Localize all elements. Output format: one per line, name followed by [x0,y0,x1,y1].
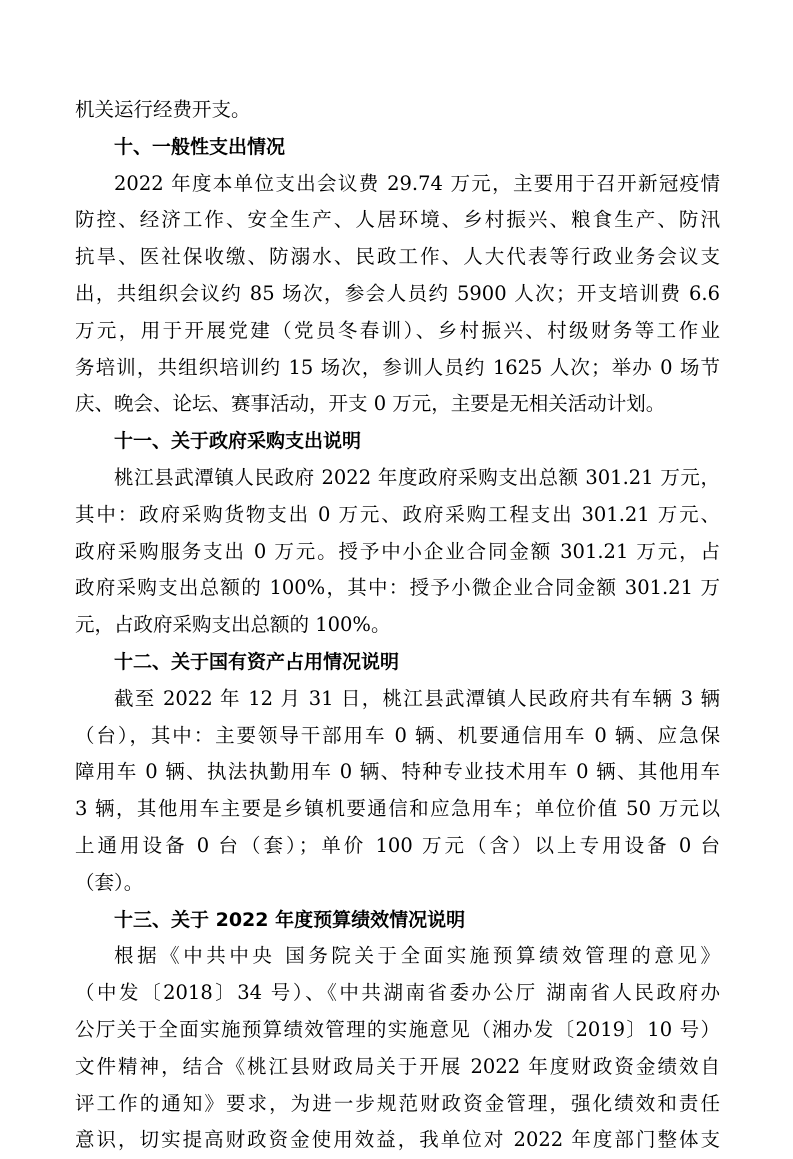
paragraph-line: 桃江县武潭镇人民政府 2022 年度政府采购支出总额 301.21 万元， [114,465,720,489]
paragraph-line: 出，共组织会议约 85 场次，参会人员约 5900 人次；开支培训费 6.6 [75,281,720,305]
section-heading: 十二、关于国有资产占用情况说明 [114,650,400,673]
section-heading: 十、一般性支出情况 [114,135,286,158]
paragraph-line: 障用车 0 辆、执法执勤用车 0 辆、特种专业技术用车 0 辆、其他用车 [75,760,720,784]
paragraph-line: 截至 2022 年 12 月 31 日，桃江县武潭镇人民政府共有车辆 3 辆 [114,686,720,710]
paragraph-line: （台），其中：主要领导干部用车 0 辆、机要通信用车 0 辆、应急保 [75,723,720,747]
paragraph-line: 评工作的通知》要求，为进一步规范财政资金管理，强化绩效和责任 [75,1091,720,1115]
paragraph-line: 元，占政府采购支出总额的 100%。 [75,613,391,637]
paragraph-line: 机关运行经费开支。 [75,98,251,121]
paragraph-line: 庆、晚会、论坛、赛事活动，开支 0 万元，主要是无相关活动计划。 [75,392,666,416]
paragraph-line: 其中：政府采购货物支出 0 万元、政府采购工程支出 301.21 万元、 [75,502,720,526]
paragraph-line: 政府采购服务支出 0 万元。授予中小企业合同金额 301.21 万元，占 [75,539,720,563]
paragraph-line: 务培训，共组织培训约 15 场次，参训人员约 1625 人次；举办 0 场节 [75,355,720,379]
paragraph-line: 防控、经济工作、安全生产、人居环境、乡村振兴、粮食生产、防汛 [75,208,720,232]
paragraph-line: 公厅关于全面实施预算绩效管理的实施意见（湘办发〔2019〕10 号） [75,1017,720,1041]
paragraph-line: 意识，切实提高财政资金使用效益，我单位对 2022 年度部门整体支 [75,1128,720,1152]
section-heading: 十一、关于政府采购支出说明 [114,430,362,453]
paragraph-line: 上通用设备 0 台（套）；单价 100 万元（含）以上专用设备 0 台 [75,833,720,857]
paragraph-line: 政府采购支出总额的 100%，其中：授予小微企业合同金额 301.21 万 [75,576,720,600]
paragraph-line: （中发〔2018〕34 号）、《中共湖南省委办公厅 湖南省人民政府办 [75,981,720,1005]
paragraph-line: 2022 年度本单位支出会议费 29.74 万元，主要用于召开新冠疫情 [114,171,720,195]
section-heading: 十三、关于 2022 年度预算绩效情况说明 [114,908,466,931]
paragraph-line: 3 辆，其他用车主要是乡镇机要通信和应急用车；单位价值 50 万元以 [75,797,720,821]
paragraph-line: 万元，用于开展党建（党员冬春训）、乡村振兴、村级财务等工作业 [75,318,720,342]
paragraph-line: 文件精神，结合《桃江县财政局关于开展 2022 年度财政资金绩效自 [75,1054,720,1078]
paragraph-line: 抗旱、医社保收缴、防溺水、民政工作、人大代表等行政业务会议支 [75,245,720,269]
document-body [75,92,720,1159]
paragraph-line: 根据《中共中央 国务院关于全面实施预算绩效管理的意见》 [114,944,720,968]
paragraph-line: （套）。 [75,870,144,894]
